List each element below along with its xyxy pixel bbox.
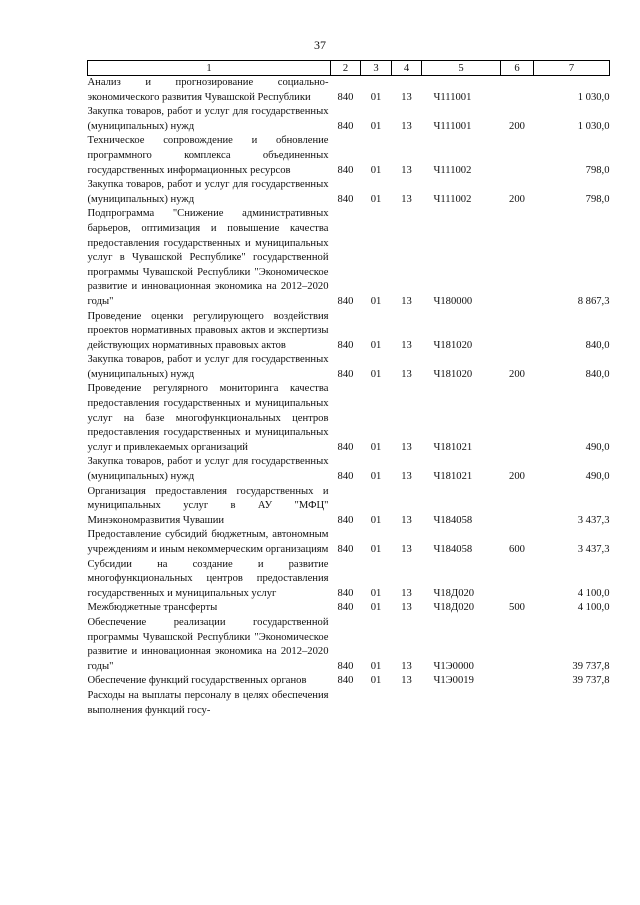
row-ministry-code: 840 [337, 660, 354, 672]
table-row [88, 105, 610, 134]
row-amount: 490,0 [585, 441, 610, 453]
row-section-code: 01 [370, 339, 382, 351]
row-amount: 3 437,3 [577, 544, 610, 555]
row-target-code: Ч181021 [433, 471, 473, 483]
row-target-code: Ч111002 [433, 193, 472, 205]
row-subsection-code: 13 [401, 164, 412, 176]
budget-table [87, 60, 610, 718]
row-target-code: Ч111001 [433, 120, 472, 132]
row-ministry-code: 840 [337, 514, 354, 526]
row-subsection-code: 13 [401, 602, 412, 614]
row-expense-type: 200 [509, 193, 525, 205]
row-name: Техническое сопровождение и обновление программного комплекса объединенных государственных информационных ресурсов [87, 135, 329, 176]
table-row [88, 207, 610, 309]
row-amount: 3 437,3 [577, 514, 610, 526]
row-subsection-code: 13 [401, 675, 412, 687]
row-ministry-code: 840 [337, 91, 354, 103]
row-target-code: Ч18Д020 [433, 602, 475, 614]
header-col-7: 7 [534, 61, 610, 76]
row-subsection-code: 13 [401, 660, 412, 672]
table-row [88, 601, 610, 616]
row-name: Обеспечение функций государственных органов [87, 675, 307, 687]
row-ministry-code: 840 [337, 295, 354, 307]
row-expense-type: 600 [509, 544, 525, 555]
row-subsection-code: 13 [401, 587, 412, 599]
row-expense-type [501, 689, 534, 718]
row-name: Проведение оценки регулирующего воздействия проектов нормативных правовых актов и экспертизы действующих нормативных правовых актов [87, 310, 329, 351]
header-col-2: 2 [331, 61, 361, 76]
row-name: Закупка товаров, работ и услуг для государственных (муниципальных) нужд [87, 456, 329, 483]
row-amount: 840,0 [585, 368, 610, 380]
row-target-code: Ч111002 [433, 164, 472, 176]
row-target-code: Ч1Э0000 [433, 660, 474, 672]
table-header-row [88, 61, 610, 76]
row-ministry-code: 840 [337, 602, 354, 614]
row-name: Обеспечение реализации государственной программы Чувашской Республики "Экономическое развитие и инновационная экономика на 2012–2020 годы" [87, 616, 329, 672]
row-target-code: Ч181020 [433, 339, 473, 351]
row-target-code: Ч184058 [433, 544, 473, 555]
table-row [88, 455, 610, 484]
row-subsection-code [392, 689, 422, 718]
row-expense-type [501, 382, 534, 455]
row-section-code: 01 [370, 587, 382, 599]
row-amount: 1 030,0 [577, 91, 610, 103]
row-section-code: 01 [370, 193, 382, 205]
row-name: Межбюджетные трансферты [87, 602, 218, 614]
table-row [88, 353, 610, 382]
row-ministry-code: 840 [337, 193, 354, 205]
row-expense-type: 200 [509, 471, 525, 483]
row-target-code: Ч111001 [433, 91, 472, 103]
row-section-code: 01 [370, 544, 382, 555]
table-row [88, 528, 610, 557]
row-expense-type [501, 207, 534, 309]
row-subsection-code: 13 [401, 368, 412, 380]
row-section-code: 01 [370, 660, 382, 672]
row-section-code: 01 [370, 602, 382, 614]
header-col-5: 5 [422, 61, 501, 76]
row-section-code: 01 [370, 164, 382, 176]
row-target-code [422, 689, 501, 718]
row-expense-type: 200 [509, 120, 525, 132]
row-amount: 39 737,8 [572, 675, 610, 687]
row-amount: 1 030,0 [577, 120, 610, 132]
row-section-code [361, 689, 392, 718]
row-ministry-code: 840 [337, 368, 354, 380]
table-row [88, 382, 610, 455]
row-section-code: 01 [370, 295, 382, 307]
row-expense-type: 200 [509, 368, 525, 380]
row-subsection-code: 13 [401, 441, 412, 453]
row-section-code: 01 [370, 368, 382, 380]
row-name: Закупка товаров, работ и услуг для государственных (муниципальных) нужд [87, 179, 329, 205]
table-row [88, 76, 610, 106]
row-amount [534, 689, 610, 718]
header-col-3: 3 [361, 61, 392, 76]
row-ministry-code: 840 [337, 120, 354, 132]
row-ministry-code: 840 [337, 339, 354, 351]
row-section-code: 01 [370, 471, 382, 483]
header-col-6: 6 [501, 61, 534, 76]
row-section-code: 01 [370, 675, 382, 687]
row-subsection-code: 13 [401, 514, 412, 526]
row-expense-type [501, 134, 534, 178]
row-ministry-code: 840 [337, 164, 354, 176]
row-amount: 4 100,0 [577, 602, 610, 614]
row-expense-type [501, 616, 534, 674]
header-col-1: 1 [88, 61, 331, 76]
row-subsection-code: 13 [401, 295, 412, 307]
table-row [88, 674, 610, 689]
row-expense-type [501, 76, 534, 106]
row-name: Организация предоставления государственных и муниципальных услуг в АУ "МФЦ" Минэкономразвития Чувашии [87, 485, 329, 526]
row-amount: 798,0 [585, 164, 610, 176]
row-section-code: 01 [370, 514, 382, 526]
table-row [88, 689, 610, 718]
row-ministry-code: 840 [337, 471, 354, 483]
row-expense-type [501, 558, 534, 602]
row-subsection-code: 13 [401, 544, 412, 555]
table-row [88, 178, 610, 207]
row-name: Анализ и прогнозирование социально-экономического развития Чувашской Республики [87, 77, 329, 103]
row-amount: 8 867,3 [577, 295, 610, 307]
row-subsection-code: 13 [401, 193, 412, 205]
row-section-code: 01 [370, 91, 382, 103]
table-row [88, 616, 610, 674]
row-expense-type [501, 310, 534, 354]
table-row [88, 485, 610, 529]
row-amount: 490,0 [585, 471, 610, 483]
row-subsection-code: 13 [401, 471, 412, 483]
row-amount: 798,0 [585, 193, 610, 205]
row-subsection-code: 13 [401, 91, 412, 103]
row-name: Расходы на выплаты персоналу в целях обеспечения выполнения функций госу- [87, 689, 329, 716]
row-subsection-code: 13 [401, 120, 412, 132]
row-expense-type [501, 674, 534, 689]
header-col-4: 4 [392, 61, 422, 76]
row-target-code: Ч184058 [433, 514, 473, 526]
row-ministry-code: 840 [337, 544, 354, 555]
row-target-code: Ч18Д020 [433, 587, 475, 599]
row-amount: 4 100,0 [577, 587, 610, 599]
row-target-code: Ч181020 [433, 368, 473, 380]
row-section-code: 01 [370, 441, 382, 453]
row-name: Субсидии на создание и развитие многофункциональных центров предоставления государственных и муниципальных услуг [87, 558, 329, 599]
row-ministry-code [331, 689, 361, 718]
row-expense-type [501, 485, 534, 529]
table-row [88, 558, 610, 602]
row-subsection-code: 13 [401, 339, 412, 351]
row-amount: 39 737,8 [572, 660, 610, 672]
row-amount: 840,0 [585, 339, 610, 351]
row-ministry-code: 840 [337, 587, 354, 599]
row-expense-type: 500 [509, 602, 525, 614]
row-name: Проведение регулярного мониторинга качества предоставления государственных и муниципальных услуг на базе многофункциональных центров предоставления государственных и муниципальных услуг и привлекаемых организаций [87, 383, 329, 453]
row-target-code: Ч1Э0019 [433, 675, 474, 687]
row-ministry-code: 840 [337, 441, 354, 453]
row-name: Предоставление субсидий бюджетным, автономным учреждениям и иным некоммерческим организациям [87, 529, 329, 555]
row-target-code: Ч180000 [433, 295, 473, 307]
page-number: 37 [314, 38, 326, 52]
row-name: Подпрограмма "Снижение административных барьеров, оптимизация и повышение качества предоставления государственных и муниципальных услуг в Чувашской Республике" государственной программы Чувашской Республики "Экономическое развитие и инновационная экономика на 2012–2020 годы" [87, 208, 329, 307]
table-row [88, 310, 610, 354]
row-section-code: 01 [370, 120, 382, 132]
row-name: Закупка товаров, работ и услуг для государственных (муниципальных) нужд [87, 354, 329, 380]
row-target-code: Ч181021 [433, 441, 473, 453]
row-name: Закупка товаров, работ и услуг для государственных (муниципальных) нужд [87, 106, 329, 132]
table-row [88, 134, 610, 178]
row-ministry-code: 840 [337, 675, 354, 687]
